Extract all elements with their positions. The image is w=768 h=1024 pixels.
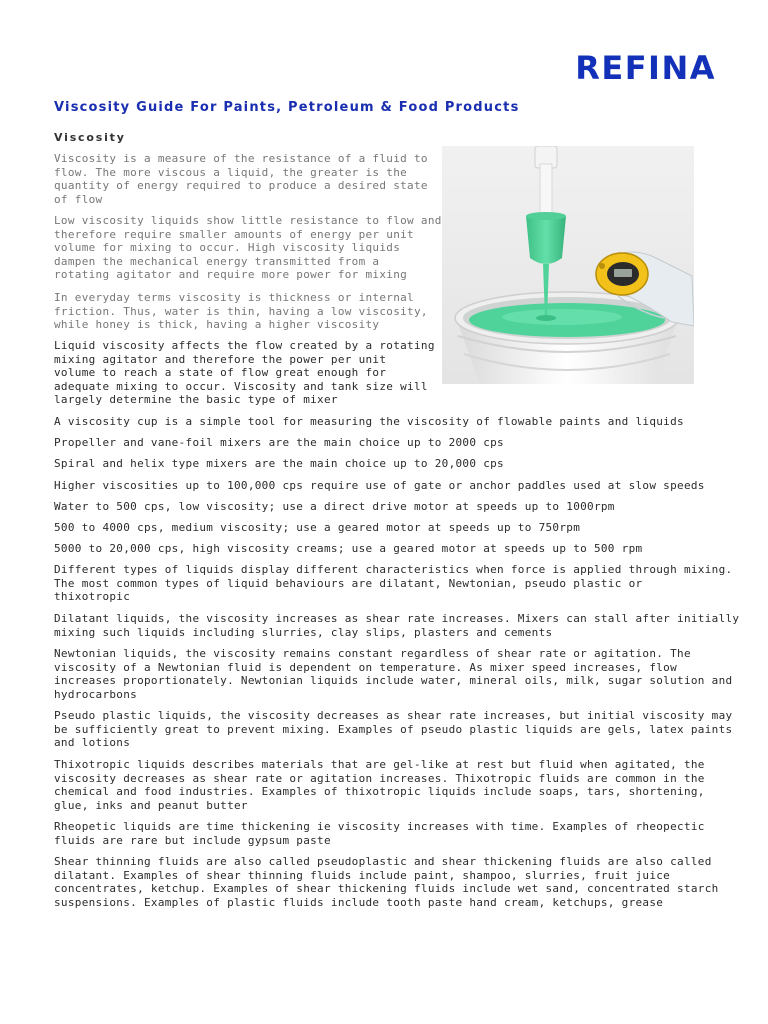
- body-paragraph-6: 500 to 4000 cps, medium viscosity; use a geared motor at speeds up to 750rpm: [54, 521, 581, 534]
- document-title: Viscosity Guide For Paints, Petroleum & Food Products: [54, 100, 520, 115]
- body-paragraph-8: Different types of liquids display different characteristics when force is applied through mixing. The most common types of liquid behaviours are dilatant, Newtonian, pseudo plastic or thixotropic: [54, 563, 733, 604]
- stopwatch-icon: [596, 253, 648, 295]
- intro-paragraph-3: In everyday terms viscosity is thickness or internal friction. Thus, water is thin, having a low viscosity, while honey is thick, having a higher viscosity: [54, 291, 428, 332]
- body-paragraph-2: Propeller and vane-foil mixers are the main choice up to 2000 cps: [54, 436, 504, 449]
- intro-paragraph-2: Low viscosity liquids show little resistance to flow and therefore require smaller amounts of energy per unit volume for mixing to occur. High viscosity liquids dampen the mechanical energy transmitted from a rotating agitator and require more power for mixing: [54, 214, 442, 282]
- intro-paragraph-1: Viscosity is a measure of the resistance of a fluid to flow. The more viscous a liquid, the greater is the quantity of energy required to produce a desired state of flow: [54, 152, 428, 206]
- intro-paragraph-4: Liquid viscosity affects the flow created by a rotating mixing agitator and therefore the power per unit volume to reach a state of flow great enough for adequate mixing to occur. Viscosity and tank size will largely determine the basic type of mixer: [54, 339, 435, 407]
- body-paragraph-3: Spiral and helix type mixers are the main choice up to 20,000 cps: [54, 457, 504, 470]
- body-paragraph-10: Newtonian liquids, the viscosity remains constant regardless of shear rate or agitation. The viscosity of a Newtonian fluid is dependent on temperature. As mixer speed increases, flow increases proportionately. Newtonian liquids include water, mineral oils, milk, sugar solution and hydrocarbons: [54, 647, 733, 701]
- brand-logo: REFINA: [575, 49, 716, 87]
- body-paragraph-12: Thixotropic liquids describes materials that are gel-like at rest but fluid when agitated, the viscosity decreases as shear rate or agitation increases. Thixotropic fluids are common in the chemical and food industries. Examples of thixotropic liquids include soaps, tars, shortening, glue, inks and peanut butter: [54, 758, 705, 812]
- body-paragraph-11: Pseudo plastic liquids, the viscosity decreases as shear rate increases, but initial viscosity may be sufficiently great to prevent mixing. Examples of pseudo plastic liquids are gels, latex paints and lotions: [54, 709, 733, 750]
- section-heading-viscosity: Viscosity: [54, 131, 126, 144]
- viscosity-cup-photo: [442, 146, 694, 384]
- body-paragraph-13: Rheopetic liquids are time thickening ie viscosity increases with time. Examples of rheopectic fluids are rare but include gypsum paste: [54, 820, 705, 847]
- body-paragraph-4: Higher viscosities up to 100,000 cps require use of gate or anchor paddles used at slow speeds: [54, 479, 705, 492]
- body-paragraph-14: Shear thinning fluids are also called pseudoplastic and shear thickening fluids are also called dilatant. Examples of shear thinning fluids include paint, shampoo, slurries, fruit juice concentrates, ketchup. Examples of shear thickening fluids include wet sand, concentrated starch suspensions. Examples of plastic fluids include tooth paste hand cream, ketchups, grease: [54, 855, 719, 909]
- body-paragraph-5: Water to 500 cps, low viscosity; use a direct drive motor at speeds up to 1000rpm: [54, 500, 615, 513]
- body-paragraph-7: 5000 to 20,000 cps, high viscosity creams; use a geared motor at speeds up to 500 rpm: [54, 542, 643, 555]
- body-paragraph-1: A viscosity cup is a simple tool for measuring the viscosity of flowable paints and liquids: [54, 415, 684, 428]
- body-paragraph-9: Dilatant liquids, the viscosity increases as shear rate increases. Mixers can stall after initially mixing such liquids including slurries, clay slips, plasters and cements: [54, 612, 740, 639]
